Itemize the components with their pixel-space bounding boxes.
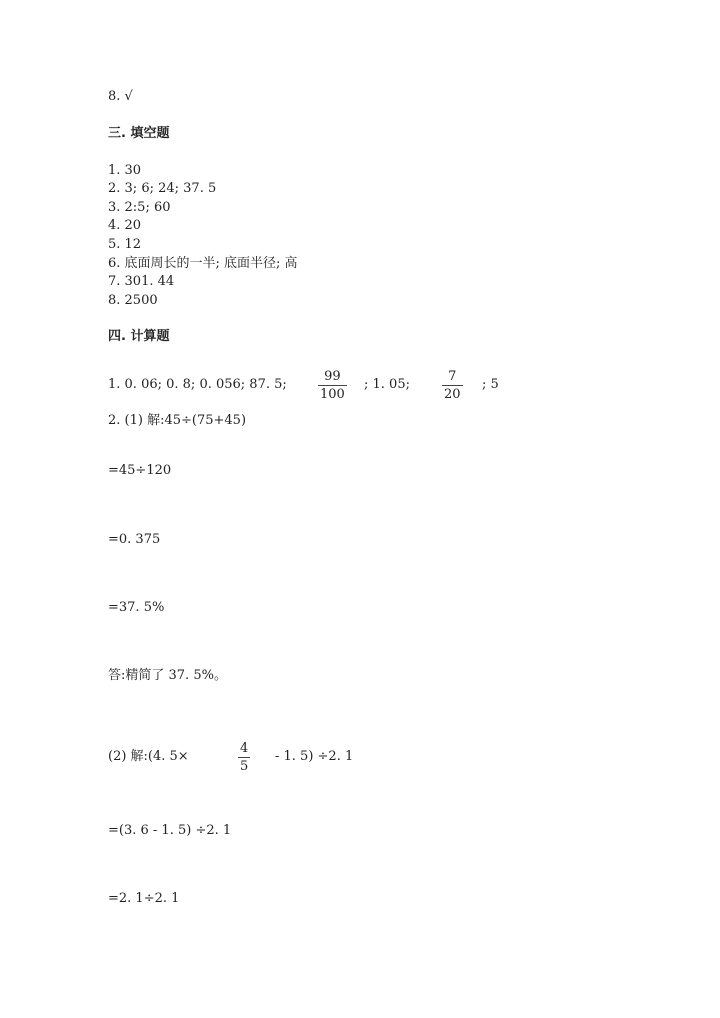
section-heading-fill-blank: 三. 填空题 [108, 126, 170, 141]
fraction-denominator: 5 [240, 759, 249, 774]
calc-q1-suffix: ; 5 [482, 377, 499, 392]
fill-blank-item-8: 8. 2500 [108, 293, 158, 308]
section-heading-calculation: 四. 计算题 [108, 329, 170, 344]
fill-blank-item-2: 2. 3; 6; 24; 37. 5 [108, 181, 217, 196]
calc-q3-line2: =(3. 6 - 1. 5) ÷2. 1 [108, 823, 232, 838]
fraction-7-20 [442, 369, 463, 402]
fraction-numerator: 7 [448, 369, 457, 384]
fraction-numerator: 99 [324, 369, 341, 384]
fill-blank-item-6: 6. 底面周长的一半; 底面半径; 高 [108, 256, 298, 271]
calc-q3-prefix: (2) 解:(4. 5× [108, 749, 189, 764]
calc-q1-prefix: 1. 0. 06; 0. 8; 0. 056; 87. 5; [108, 377, 287, 392]
fill-blank-item-3: 3. 2:5; 60 [108, 200, 171, 215]
fraction-bar [442, 385, 463, 386]
fraction-denominator: 20 [444, 387, 461, 402]
fill-blank-item-5: 5. 12 [108, 237, 142, 252]
calc-q2-line4: =37. 5% [108, 600, 165, 615]
fill-blank-item-4: 4. 20 [108, 218, 142, 233]
fill-blank-item-1: 1. 30 [108, 163, 142, 178]
fraction-4-5 [238, 741, 250, 774]
fraction-bar [238, 757, 250, 758]
fraction-numerator: 4 [240, 741, 249, 756]
calc-q1-mid: ; 1. 05; [364, 377, 410, 392]
calc-q2-line2: =45÷120 [108, 463, 172, 478]
fraction-denominator: 100 [320, 387, 345, 402]
calc-q2-answer: 答:精简了 37. 5%。 [108, 668, 227, 683]
fraction-99-100 [318, 369, 347, 402]
calc-q2-line3: =0. 375 [108, 532, 161, 547]
calc-q2-line1: 2. (1) 解:45÷(75+45) [108, 413, 247, 428]
fill-blank-item-7: 7. 301. 44 [108, 274, 175, 289]
fraction-bar [318, 385, 347, 386]
calc-q3-suffix: - 1. 5) ÷2. 1 [275, 749, 354, 764]
judgment-item-8: 8. √ [108, 89, 133, 104]
calc-q3-line3: =2. 1÷2. 1 [108, 891, 180, 906]
